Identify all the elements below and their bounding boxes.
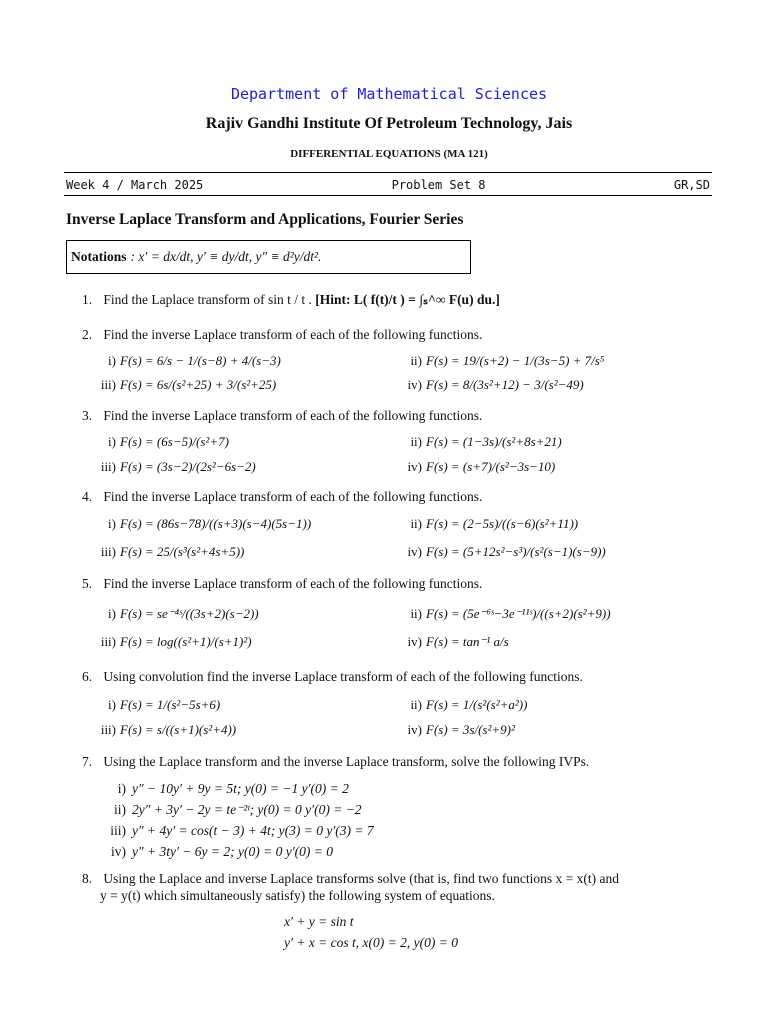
problem-5-text: Find the inverse Laplace transform of each of the following functions. (103, 576, 483, 591)
problem-1-text: Find the Laplace transform of sin t / t . (103, 292, 312, 307)
problem-8-equation-2: y′ + x = cos t, x(0) = 2, y(0) = 0 (284, 935, 458, 950)
problem-4: 4. Find the inverse Laplace transform of each of the following functions. (82, 489, 483, 504)
problem-7-item-iii: iii) y″ + 4y′ = cos(t − 3) + 4t; y(3) = 0 y′(3) = 7 (110, 823, 374, 838)
notations-text: : x′ = dx/dt, y′ ≡ dy/dt, y″ ≡ d²y/dt². (130, 249, 322, 264)
problem-6-item-i: i) F(s) = 1/(s²−5s+6) (108, 697, 221, 712)
problem-7-text: Using the Laplace transform and the inverse Laplace transform, solve the following IVPs. (103, 754, 590, 769)
problem-6-text: Using convolution find the inverse Laplace transform of each of the following functions. (103, 669, 583, 684)
problem-6-item-iv: iv) F(s) = 3s/(s²+9)² (407, 722, 515, 737)
problem-3-item-ii: ii) F(s) = (1−3s)/(s²+8s+21) (410, 434, 562, 449)
week-label: Week 4 / March 2025 (66, 178, 204, 192)
problem-4-item-iii: iii) F(s) = 25/(s³(s²+4s+5)) (100, 544, 245, 559)
problem-2-item-i: i) F(s) = 6/s − 1/(s−8) + 4/(s−3) (108, 353, 281, 368)
problem-4-item-ii: ii) F(s) = (2−5s)/((s−6)(s²+11)) (410, 516, 579, 531)
problem-1: 1. Find the Laplace transform of sin t / t . [Hint: L( f(t)/t ) = ∫ₛ^∞ F(u) du.] (82, 292, 500, 307)
authors-label: GR,SD (673, 178, 710, 192)
department-name: Department of Mathematical Sciences (230, 85, 548, 103)
problem-4-text: Find the inverse Laplace transform of each of the following functions. (103, 489, 483, 504)
problem-5-item-iv: iv) F(s) = tan⁻¹ a/s (407, 634, 509, 649)
problem-6-item-ii: ii) F(s) = 1/(s²(s²+a²)) (410, 697, 528, 712)
problem-4-item-iv: iv) F(s) = (5+12s²−s³)/(s²(s−1)(s−9)) (407, 544, 606, 559)
problem-3: 3. Find the inverse Laplace transform of each of the following functions. (82, 408, 483, 423)
problem-2: 2. Find the inverse Laplace transform of each of the following functions. (82, 327, 483, 342)
problem-2-item-iii: iii) F(s) = 6s/(s²+25) + 3/(s²+25) (100, 377, 277, 392)
problem-7-item-ii: ii) 2y″ + 3y′ − 2y = te⁻²ᵗ; y(0) = 0 y′(0) = −2 (114, 802, 362, 817)
problem-5: 5. Find the inverse Laplace transform of each of the following functions. (82, 576, 483, 591)
problem-4-item-i: i) F(s) = (86s−78)/((s+3)(s−4)(5s−1)) (108, 516, 312, 531)
problem-5-item-ii: ii) F(s) = (5e⁻⁶ˢ−3e⁻¹¹ˢ)/((s+2)(s²+9)) (410, 606, 611, 621)
header-rule-bottom (64, 195, 712, 196)
notations-label: Notations (71, 249, 127, 264)
problem-set-label: Problem Set 8 (391, 178, 486, 192)
problem-1-hint: [Hint: L( f(t)/t ) = ∫ₛ^∞ F(u) du.] (315, 292, 500, 307)
problem-3-text: Find the inverse Laplace transform of each of the following functions. (103, 408, 483, 423)
course-title: DIFFERENTIAL EQUATIONS (MA 121) (290, 148, 488, 160)
problem-2-text: Find the inverse Laplace transform of each of the following functions. (103, 327, 483, 342)
institute-name: Rajiv Gandhi Institute Of Petroleum Technology, Jais (205, 115, 573, 132)
problem-5-item-iii: iii) F(s) = log((s²+1)/(s+1)²) (100, 634, 252, 649)
problem-3-item-i: i) F(s) = (6s−5)/(s²+7) (108, 434, 229, 449)
problem-3-item-iv: iv) F(s) = (s+7)/(s²−3s−10) (407, 459, 556, 474)
problem-8-text-line2: y = y(t) which simultaneously satisfy) the following system of equations. (100, 888, 495, 903)
problem-7-item-i: i) y″ − 10y′ + 9y = 5t; y(0) = −1 y′(0) = 2 (117, 781, 349, 796)
problem-6: 6. Using convolution find the inverse Laplace transform of each of the following functions. (82, 669, 583, 684)
header-info-row (66, 178, 710, 192)
problem-2-item-iv: iv) F(s) = 8/(3s²+12) − 3/(s²−49) (407, 377, 584, 392)
problem-7-item-iv: iv) y″ + 3ty′ − 6y = 2; y(0) = 0 y′(0) = 0 (111, 844, 334, 859)
problem-8: 8. Using the Laplace and inverse Laplace transforms solve (that is, find two functions x = x(t) and (82, 871, 619, 886)
problem-3-item-iii: iii) F(s) = (3s−2)/(2s²−6s−2) (100, 459, 256, 474)
problem-6-item-iii: iii) F(s) = s/((s+1)(s²+4)) (100, 722, 237, 737)
problem-2-item-ii: ii) F(s) = 19/(s+2) − 1/(3s−5) + 7/s⁵ (410, 353, 605, 368)
problem-5-item-i: i) F(s) = se⁻⁴ˢ/((3s+2)(s−2)) (108, 606, 259, 621)
problem-7: 7. Using the Laplace transform and the inverse Laplace transform, solve the following IVPs. (82, 754, 590, 769)
section-title: Inverse Laplace Transform and Applications, Fourier Series (66, 211, 464, 228)
header-rule-top (64, 172, 712, 173)
problem-8-equation-1: x′ + y = sin t (284, 914, 354, 929)
notations-box (66, 240, 471, 274)
problem-8-text-line1: Using the Laplace and inverse Laplace transforms solve (that is, find two functions x = x(t) and (103, 871, 619, 886)
